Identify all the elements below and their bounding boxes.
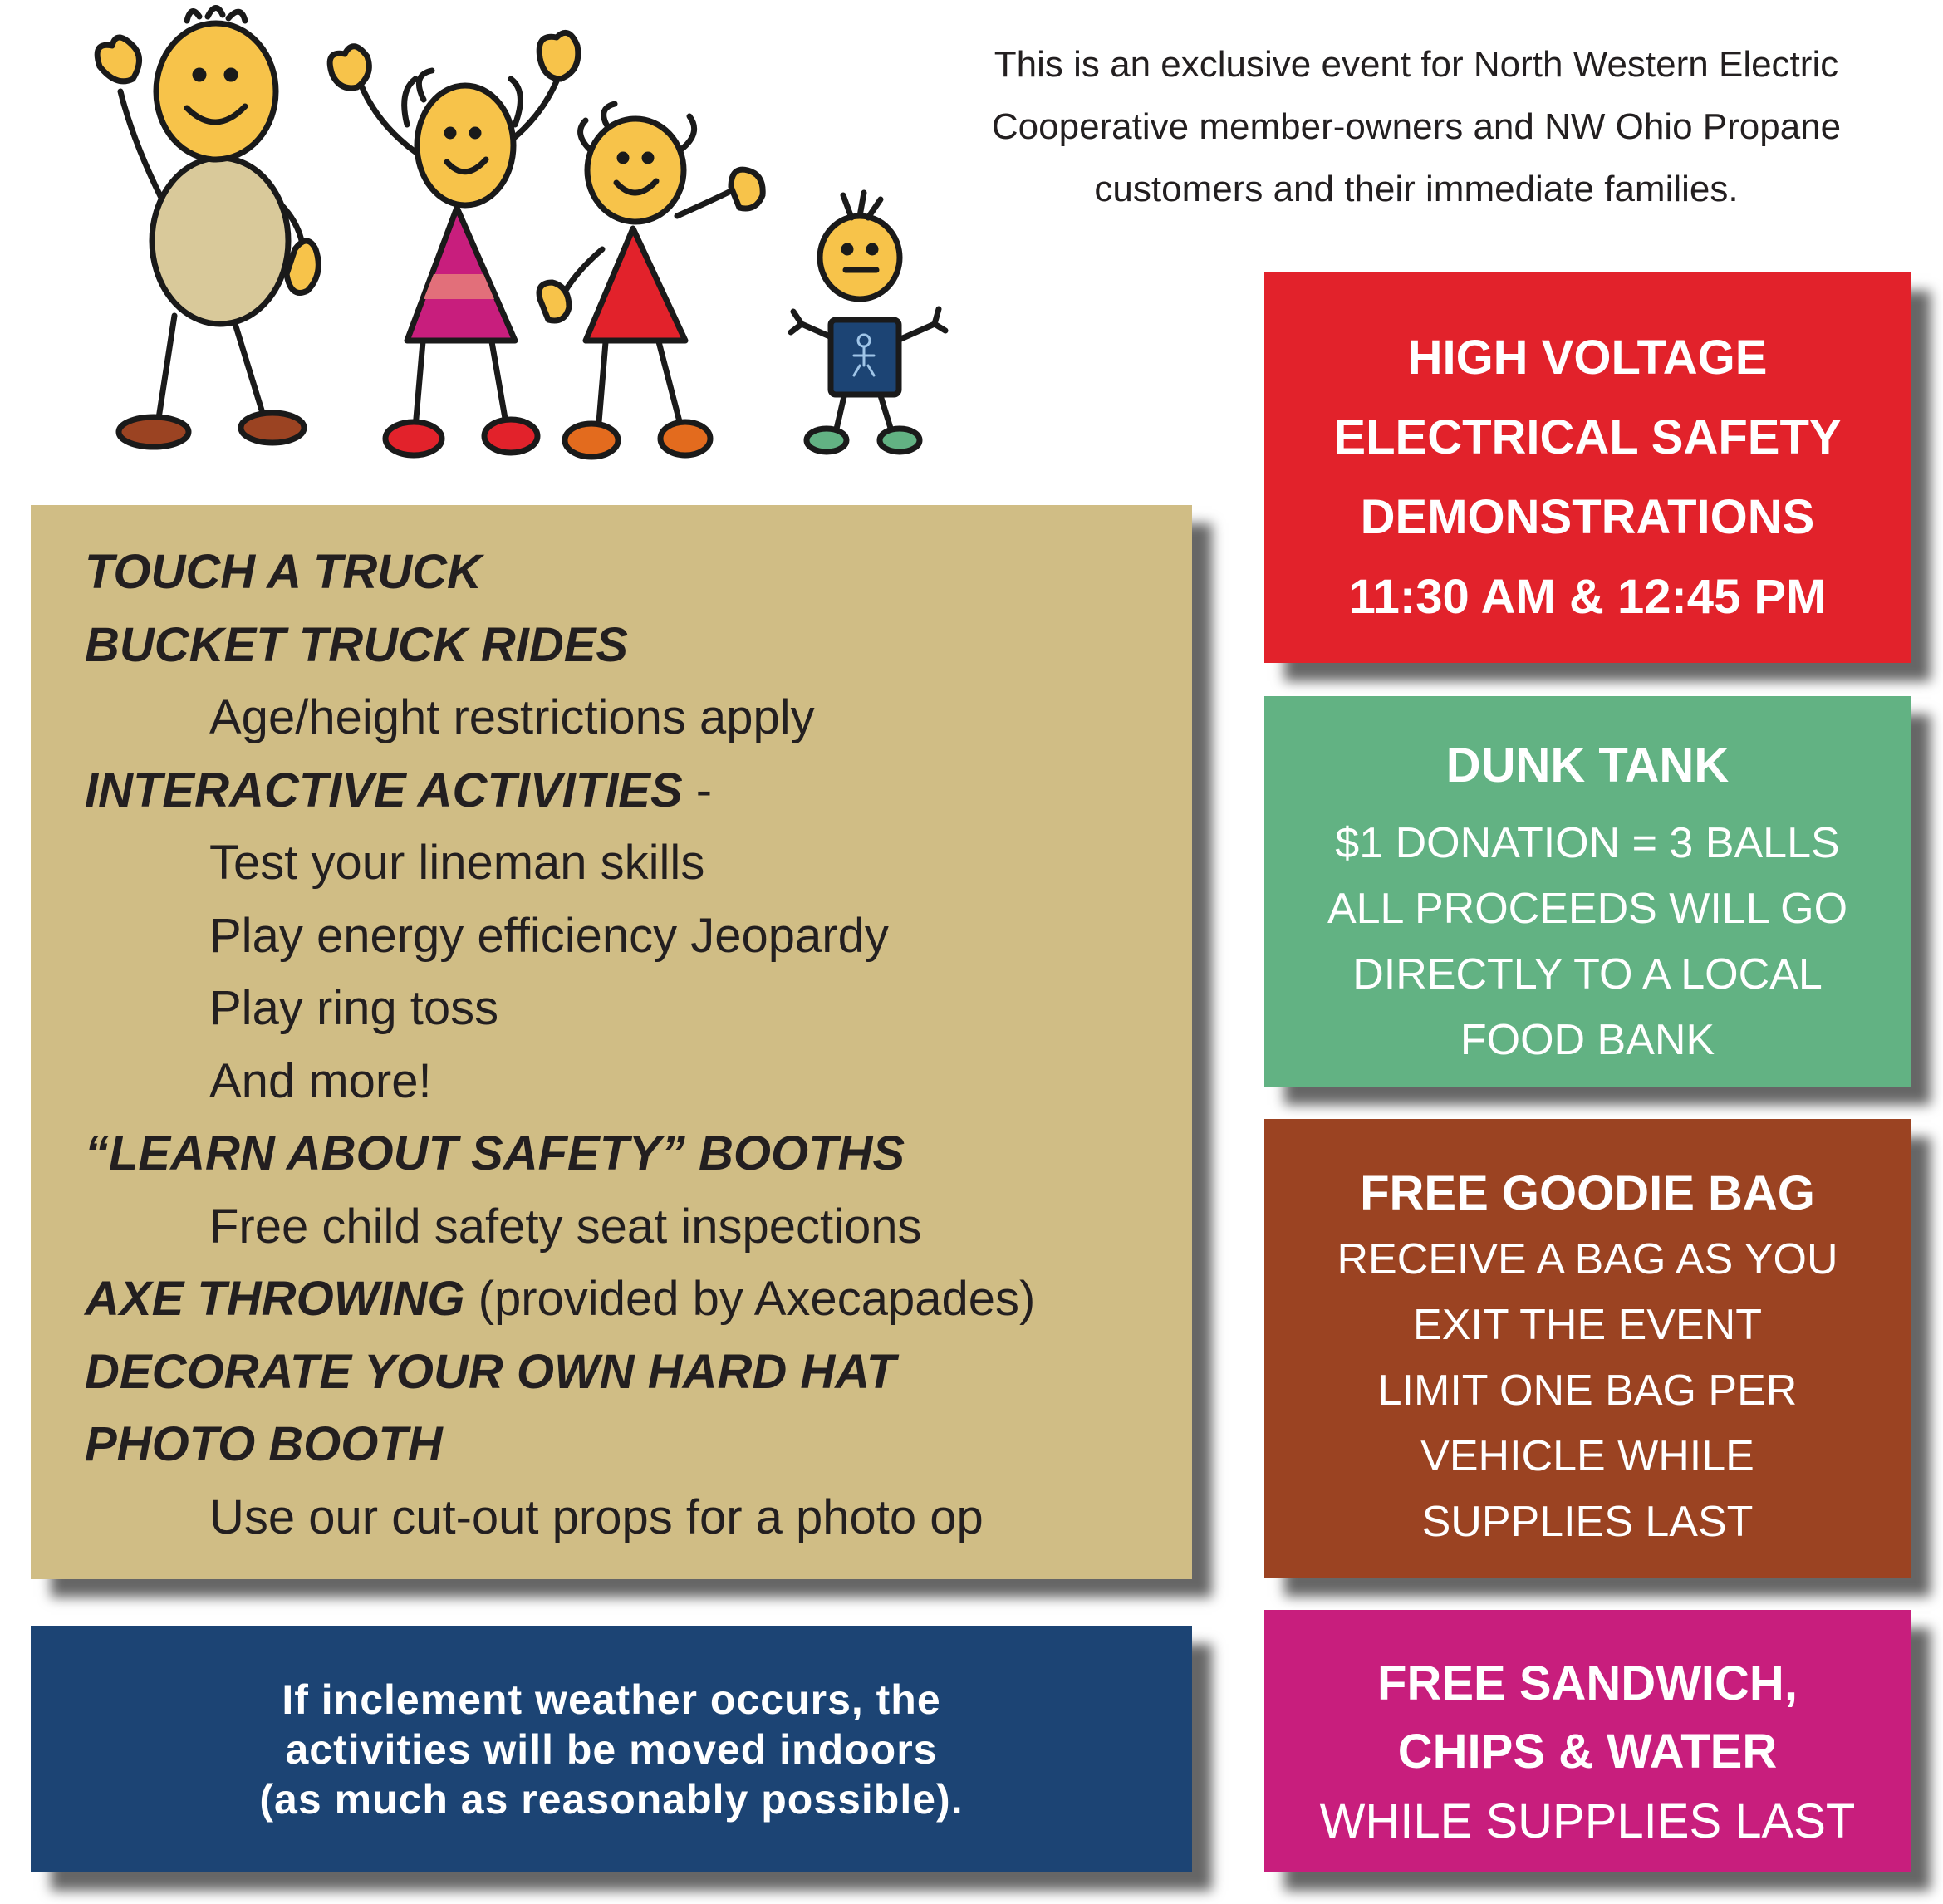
goodie-line: EXIT THE EVENT — [1413, 1301, 1762, 1349]
event-intro — [910, 33, 1923, 220]
weather-line: (as much as reasonably possible). — [259, 1775, 964, 1823]
activity-detail: Play energy efficiency Jeopardy — [209, 908, 889, 963]
voltage-line: ELECTRICAL SAFETY — [1333, 410, 1842, 464]
dunk-line: ALL PROCEEDS WILL GO — [1327, 885, 1848, 933]
girl-figure-magenta — [330, 32, 578, 455]
goodie-line: RECEIVE A BAG AS YOU — [1337, 1235, 1838, 1283]
activity-safety-booths: “LEARN ABOUT SAFETY” BOOTHS — [85, 1126, 905, 1180]
dunk-line: DIRECTLY TO A LOCAL — [1352, 950, 1823, 999]
dunk-tank-panel — [1264, 696, 1911, 1087]
girl-figure-red — [539, 104, 763, 457]
weather-line: If inclement weather occurs, the — [282, 1676, 941, 1723]
goodie-line: SUPPLIES LAST — [1421, 1498, 1754, 1546]
intro-line: customers and their immediate families. — [1094, 169, 1739, 209]
activity-bucket-truck-rides: BUCKET TRUCK RIDES — [85, 617, 629, 672]
dunk-title: DUNK TANK — [1445, 739, 1730, 793]
stick-figure-family-icon — [75, 0, 955, 482]
intro-line: This is an exclusive event for North Western Electric — [994, 44, 1839, 85]
activity-touch-a-truck: TOUCH A TRUCK — [85, 545, 482, 599]
weather-line: activities will be moved indoors — [285, 1725, 938, 1773]
food-title: CHIPS & WATER — [1397, 1725, 1778, 1779]
goodie-line: VEHICLE WHILE — [1420, 1432, 1754, 1480]
activity-axe-throwing: AXE THROWING (provided by Axecapades) — [85, 1272, 1036, 1326]
food-line: WHILE SUPPLIES LAST — [1319, 1794, 1856, 1848]
weather-notice-panel — [31, 1626, 1192, 1872]
activity-detail: Free child safety seat inspections — [209, 1199, 922, 1254]
voltage-times: 11:30 AM & 12:45 PM — [1348, 570, 1827, 624]
activities-list — [85, 536, 1035, 1553]
free-food-panel — [1264, 1610, 1911, 1872]
food-title: FREE SANDWICH, — [1377, 1656, 1798, 1710]
goodie-title: FREE GOODIE BAG — [1360, 1166, 1815, 1220]
father-figure — [97, 7, 318, 447]
activity-hard-hat: DECORATE YOUR OWN HARD HAT — [85, 1344, 896, 1399]
boy-figure — [791, 193, 945, 452]
weather-notice — [259, 1675, 963, 1824]
activity-detail: Test your lineman skills — [209, 836, 705, 890]
activity-detail: Play ring toss — [209, 981, 499, 1035]
high-voltage-panel — [1264, 272, 1911, 663]
activity-photo-booth: PHOTO BOOTH — [85, 1417, 443, 1471]
activity-detail: Age/height restrictions apply — [209, 690, 815, 744]
voltage-line: DEMONSTRATIONS — [1360, 490, 1815, 544]
goodie-bag-panel — [1264, 1119, 1911, 1578]
voltage-line: HIGH VOLTAGE — [1407, 331, 1768, 385]
dunk-line: FOOD BANK — [1460, 1016, 1715, 1064]
activity-interactive: INTERACTIVE ACTIVITIES - — [85, 763, 713, 817]
activity-detail: Use our cut-out props for a photo op — [209, 1489, 984, 1544]
activity-detail: And more! — [209, 1053, 432, 1108]
dunk-line: $1 DONATION = 3 BALLS — [1335, 819, 1840, 867]
activities-panel — [31, 505, 1192, 1579]
intro-line: Cooperative member-owners and NW Ohio Propane — [991, 106, 1842, 147]
goodie-line: LIMIT ONE BAG PER — [1377, 1367, 1798, 1415]
